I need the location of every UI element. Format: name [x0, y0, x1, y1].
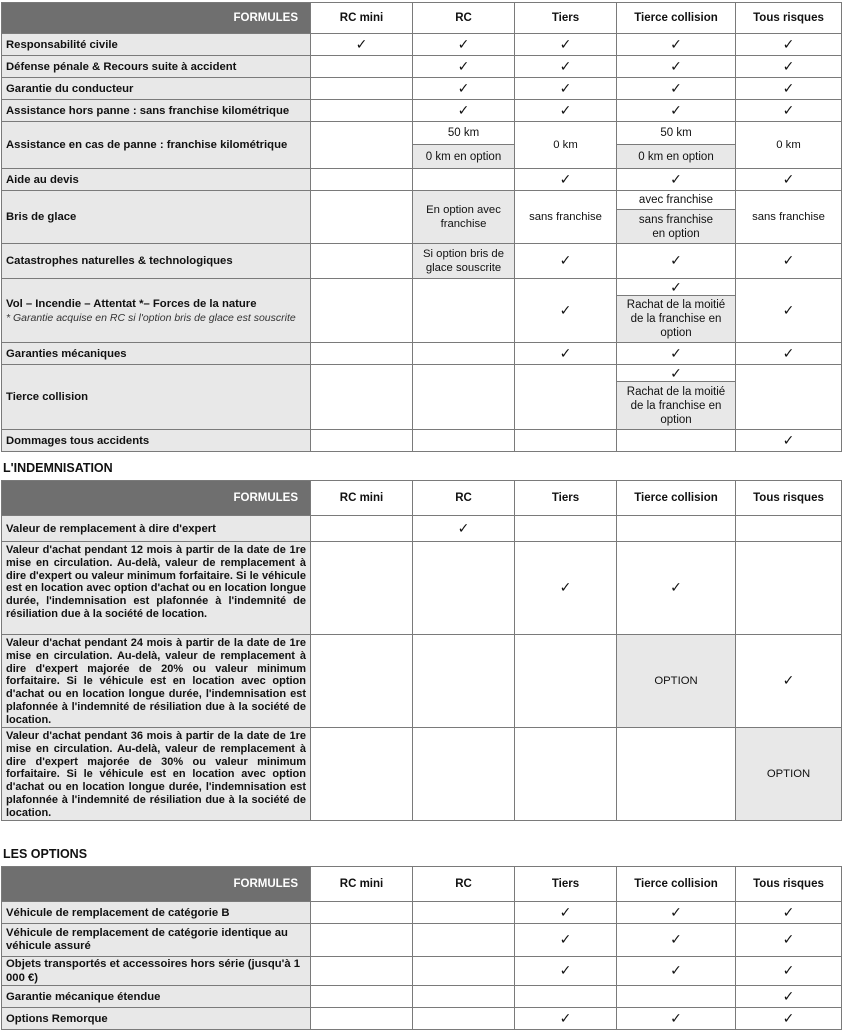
col-rc: RC — [413, 3, 515, 34]
formules-header: FORMULES — [2, 481, 311, 516]
check-icon: ✓ — [782, 252, 795, 268]
check-icon: ✓ — [559, 79, 572, 96]
row-label: Garantie mécanique étendue — [2, 986, 311, 1008]
row-label — [2, 279, 311, 343]
cell-value: 50 km — [617, 122, 735, 145]
col-tierce-collision: Tierce collision — [617, 867, 736, 902]
option-cell: OPTION — [617, 635, 736, 728]
table-row — [2, 902, 842, 924]
row-label: Valeur d'achat pendant 12 mois à partir de la date de 1re mise en circulation. Au-delà, valeur de remplacement à dire d'expert ou valeur minimum forfaitaire. Si le véhicule est en location avec option d'achat ou en location longue durée, l'indemnisation est plafonnée à l'indemnité de résiliation due à la société de location. — [2, 542, 311, 635]
col-tierce-collision: Tierce collision — [617, 3, 736, 34]
cell-value: 0 km en option — [413, 145, 514, 168]
row-label: Dommages tous accidents — [2, 430, 311, 452]
header-row — [2, 3, 842, 34]
check-icon: ✓ — [782, 672, 795, 688]
check-icon: ✓ — [670, 1009, 682, 1026]
indemnisation-table — [1, 480, 842, 821]
table-row — [2, 191, 842, 244]
col-rc-mini: RC mini — [311, 3, 413, 34]
check-icon: ✓ — [670, 252, 682, 268]
section-title-options: LES OPTIONS — [3, 847, 88, 861]
col-tiers: Tiers — [515, 3, 617, 34]
table-row — [2, 924, 842, 957]
row-label: Valeur de remplacement à dire d'expert — [2, 516, 311, 542]
check-icon: ✓ — [670, 344, 682, 361]
check-icon: ✓ — [559, 962, 572, 978]
table-row — [2, 169, 842, 191]
col-tiers: Tiers — [515, 867, 617, 902]
col-tous-risques: Tous risques — [736, 481, 842, 516]
row-label: Options Remorque — [2, 1008, 311, 1030]
table-row — [2, 635, 842, 728]
check-icon: ✓ — [559, 903, 572, 920]
check-icon: ✓ — [670, 170, 682, 187]
row-label: Aide au devis — [2, 169, 311, 191]
check-icon: ✓ — [670, 365, 682, 381]
check-icon: ✓ — [457, 57, 470, 74]
check-icon: ✓ — [782, 931, 795, 947]
cell-value: avec franchise — [617, 191, 735, 210]
cell-value: Rachat de la moitié de la franchise en option — [617, 382, 735, 429]
table-row — [2, 516, 842, 542]
row-label: Objets transportés et accessoires hors série (jusqu'à 1 000 €) — [2, 957, 311, 986]
row-label: Véhicule de remplacement de catégorie B — [2, 902, 311, 924]
check-icon: ✓ — [559, 252, 572, 268]
check-icon: ✓ — [782, 962, 795, 978]
row-label: Garantie du conducteur — [2, 78, 311, 100]
table-row — [2, 244, 842, 279]
option-cell: OPTION — [736, 728, 842, 821]
table-row — [2, 343, 842, 365]
table-row — [2, 365, 842, 430]
check-icon: ✓ — [782, 344, 795, 361]
check-icon: ✓ — [559, 35, 572, 52]
check-icon: ✓ — [355, 35, 368, 52]
row-label: Catastrophes naturelles & technologiques — [2, 244, 311, 279]
check-icon: ✓ — [782, 431, 795, 448]
row-label: Bris de glace — [2, 191, 311, 244]
table-row — [2, 430, 842, 452]
table-row — [2, 279, 842, 343]
check-icon: ✓ — [782, 35, 795, 52]
check-icon: ✓ — [559, 344, 572, 361]
table-row — [2, 1008, 842, 1030]
check-icon: ✓ — [457, 79, 470, 96]
col-tiers: Tiers — [515, 481, 617, 516]
check-icon: ✓ — [670, 57, 682, 74]
check-icon: ✓ — [782, 170, 795, 187]
row-label: Valeur d'achat pendant 24 mois à partir de la date de 1re mise en circulation. Au-delà, valeur de remplacement à dire d'expert majorée de 20% ou valeur minimum forfaitaire. Si le véhicule est en location avec option d'achat ou en location longue durée, l'indemnisation est plafonnée à l'indemnité de résiliation due à la société de location. — [2, 635, 311, 728]
table-row — [2, 78, 842, 100]
check-icon: ✓ — [782, 1009, 795, 1026]
cell-value: 0 km — [736, 122, 842, 169]
cell-value: sans franchise — [515, 191, 617, 244]
cell-value: 0 km — [515, 122, 617, 169]
check-icon: ✓ — [670, 903, 682, 920]
check-icon: ✓ — [782, 301, 795, 318]
row-label: Tierce collision — [2, 365, 311, 430]
row-label: Véhicule de remplacement de catégorie identique au véhicule assuré — [2, 924, 311, 957]
row-label: Responsabilité civile — [2, 34, 311, 56]
table-row — [2, 957, 842, 986]
col-tous-risques: Tous risques — [736, 867, 842, 902]
col-tous-risques: Tous risques — [736, 3, 842, 34]
coverage-table — [1, 2, 842, 452]
table-row — [2, 986, 842, 1008]
check-icon: ✓ — [782, 903, 795, 920]
check-icon: ✓ — [782, 79, 795, 96]
vol-footnote: * Garantie acquise en RC si l'option bris de glace est souscrite — [6, 311, 296, 324]
cell-value: En option avec franchise — [413, 191, 515, 244]
table-row — [2, 34, 842, 56]
formules-header: FORMULES — [2, 3, 311, 34]
check-icon: ✓ — [782, 987, 795, 1004]
row-label: Assistance hors panne : sans franchise kilométrique — [2, 100, 311, 122]
check-icon: ✓ — [559, 1009, 572, 1026]
col-rc-mini: RC mini — [311, 481, 413, 516]
cell-value: 0 km en option — [617, 145, 735, 168]
check-icon: ✓ — [559, 101, 572, 118]
col-tierce-collision: Tierce collision — [617, 481, 736, 516]
col-rc: RC — [413, 867, 515, 902]
check-icon: ✓ — [670, 962, 682, 978]
cell-value: Si option bris de glace souscrite — [413, 244, 515, 279]
col-rc: RC — [413, 481, 515, 516]
table-row — [2, 56, 842, 78]
header-row — [2, 481, 842, 516]
check-icon: ✓ — [559, 57, 572, 74]
formules-header: FORMULES — [2, 867, 311, 902]
check-icon: ✓ — [457, 35, 470, 52]
cell-value: 50 km — [413, 122, 514, 145]
row-label: Garanties mécaniques — [2, 343, 311, 365]
check-icon: ✓ — [559, 301, 572, 318]
row-label: Défense pénale & Recours suite à accident — [2, 56, 311, 78]
row-label: Assistance en cas de panne : franchise kilométrique — [2, 122, 311, 169]
check-icon: ✓ — [670, 79, 682, 96]
table-row — [2, 728, 842, 821]
check-icon: ✓ — [559, 931, 572, 947]
section-title-indemnisation: L'INDEMNISATION — [3, 461, 113, 475]
check-icon: ✓ — [782, 57, 795, 74]
vol-label: Vol – Incendie – Attentat *– Forces de la nature — [6, 297, 257, 310]
table-row — [2, 542, 842, 635]
check-icon: ✓ — [457, 101, 470, 118]
check-icon: ✓ — [670, 931, 682, 947]
cell-value: Rachat de la moitié de la franchise en option — [617, 296, 735, 342]
options-table — [1, 866, 842, 1030]
table-row — [2, 100, 842, 122]
check-icon: ✓ — [670, 35, 682, 52]
check-icon: ✓ — [670, 279, 682, 295]
cell-value: sans franchise en option — [617, 210, 735, 243]
col-rc-mini: RC mini — [311, 867, 413, 902]
row-label: Valeur d'achat pendant 36 mois à partir de la date de 1re mise en circulation. Au-delà, valeur de remplacement à dire d'expert majorée de 30% ou valeur minimum forfaitaire. Si le véhicule est en location avec option d'achat ou en location longue durée, l'indemnisation est plafonnée à l'indemnité de résiliation due à la société de location. — [2, 728, 311, 821]
cell-value: sans franchise — [736, 191, 842, 244]
check-icon: ✓ — [670, 579, 682, 595]
check-icon: ✓ — [670, 101, 682, 118]
check-icon: ✓ — [559, 579, 572, 595]
table-row — [2, 122, 842, 169]
check-icon: ✓ — [457, 519, 470, 536]
check-icon: ✓ — [782, 101, 795, 118]
check-icon: ✓ — [559, 170, 572, 187]
header-row — [2, 867, 842, 902]
